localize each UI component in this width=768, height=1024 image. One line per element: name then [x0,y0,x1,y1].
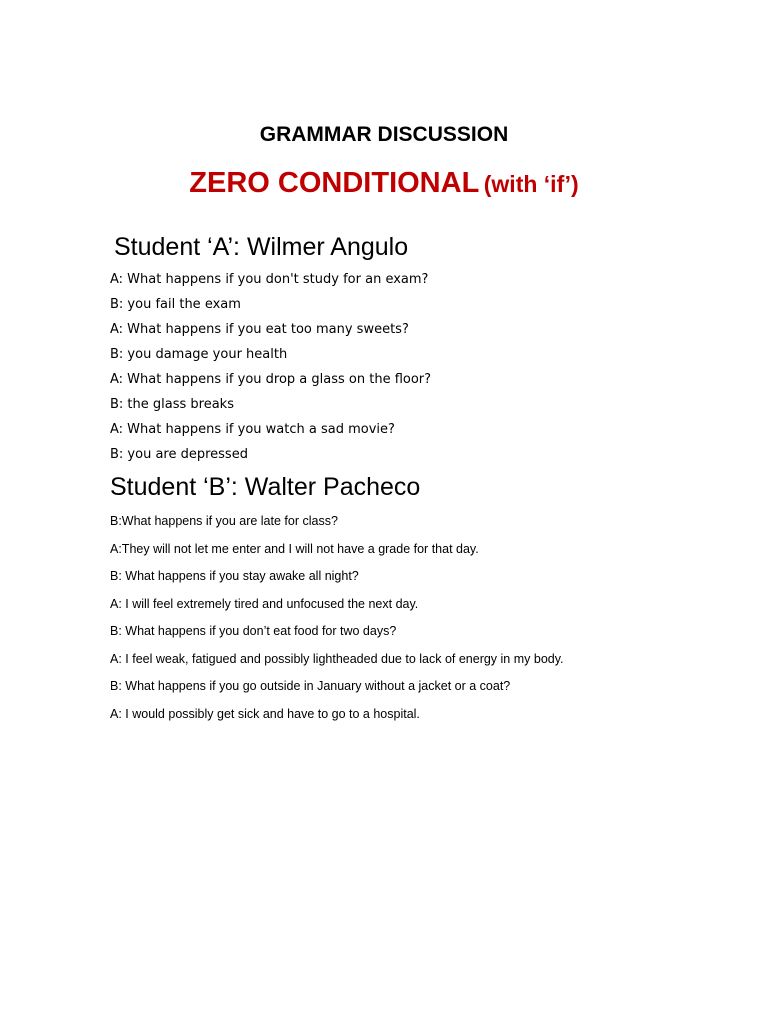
document-title: GRAMMAR DISCUSSION [259,123,509,146]
subtitle-parenthetical: (with ‘if’) [483,171,579,197]
dialogue-line: B: What happens if you stay awake all night? [110,569,359,583]
dialogue-line: A:They will not let me enter and I will not have a grade for that day. [110,541,479,556]
document-subtitle [0,163,768,208]
dialogue-line: B: you fail the exam [110,297,241,312]
dialogue-line: B: What happens if you go outside in January without a jacket or a coat? [110,679,511,693]
dialogue-line: B: the glass breaks [110,397,234,412]
dialogue-line: A: I would possibly get sick and have to go to a hospital. [110,706,420,721]
dialogue-line: A: What happens if you eat too many sweets? [110,322,409,337]
dialogue-line: A: What happens if you watch a sad movie? [110,422,395,437]
dialogue-line: A: What happens if you drop a glass on the floor? [110,372,432,387]
student-b-dialogue [110,511,564,731]
student-a-dialogue [110,270,431,470]
student-b-heading: Student ‘B’: Walter Pacheco [110,473,421,501]
dialogue-line: B: you are depressed [110,447,248,462]
student-a-heading: Student ‘A’: Wilmer Angulo [114,233,409,261]
dialogue-line: A: What happens if you don't study for an exam? [110,272,429,287]
dialogue-line: B: you damage your health [110,347,288,362]
dialogue-line: B:What happens if you are late for class? [110,514,338,528]
dialogue-line: A: I feel weak, fatigued and possibly lightheaded due to lack of energy in my body. [110,651,564,666]
dialogue-line: A: I will feel extremely tired and unfocused the next day. [110,596,419,611]
subtitle-main: ZERO CONDITIONAL [189,167,480,199]
dialogue-line: B: What happens if you don’t eat food for two days? [110,624,397,638]
